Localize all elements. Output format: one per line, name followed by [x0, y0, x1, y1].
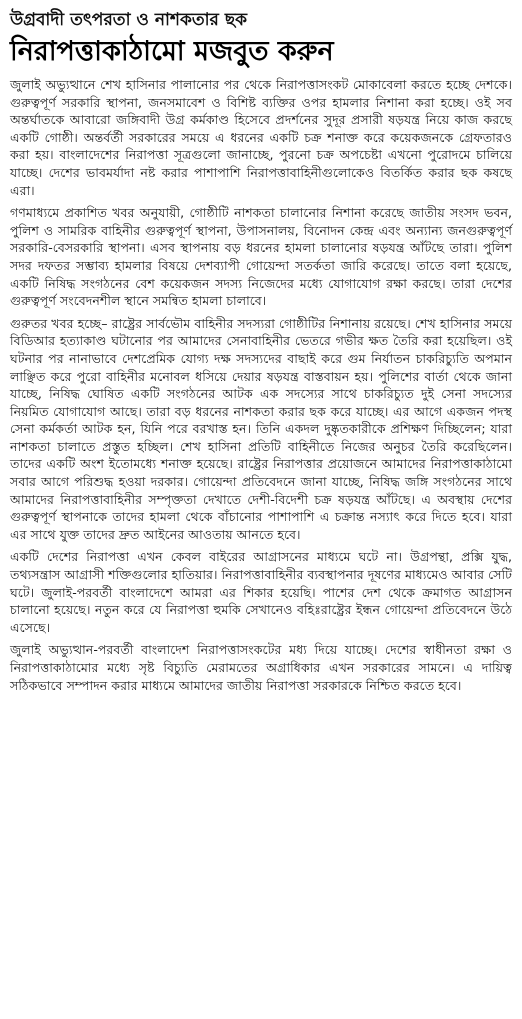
- article-paragraph: জুলাই অভ্যুত্থান-পরবর্তী বাংলাদেশ নিরাপত্তাসংকটের মধ্য দিয়ে যাচ্ছে। দেশের স্বাধীনতা রক্ষা ও নিরাপত্তাকাঠামোর মধ্যে সৃষ্ট বিচ্যুতি মেরামতের অগ্রাধিকার এখন সরকারের সামনে। এ দায়িত্ব সঠিকভাবে সম্পাদন করার মাধ্যমে আমাদের জাতীয় নিরাপত্তা সরকারকে নিশ্চিত করতে হবে।: [10, 642, 512, 693]
- headline-kicker: উগ্রবাদী তৎপরতা ও নাশকতার ছক: [10, 10, 248, 30]
- article-paragraph: গণমাধ্যমে প্রকাশিত খবর অনুযায়ী, গোষ্ঠীটি নাশকতা চালানোর নিশানা করেছে জাতীয় সংসদ ভবন, পুলিশ ও সামরিক বাহিনীর গুরুত্বপূর্ণ স্থাপনা, উপাসনালয়, বিনোদন কেন্দ্র এবং অন্যান্য জনগুরুত্বপূর্ণ সরকারি-বেসরকারি স্থাপনা। এসব স্থাপনায় বড় ধরনের হামলা চালানোর ষড়যন্ত্র আঁটছে তারা। পুলিশ সদর দফতর সম্ভাব্য হামলার বিষয়ে দেশব্যাপী গোয়েন্দা সতর্কতা জারি করেছে। তাতে বলা হয়েছে, একটি নিষিদ্ধ সংগঠনের বেশ কয়েকজন সদস্য নিজেদের মধ্যে যোগাযোগ রক্ষা করছে। তারা দেশের গুরুত্বপূর্ণ সংবেদনশীল স্থানে সমন্বিত হামলা চালাবে।: [10, 205, 512, 309]
- headline: নিরাপত্তাকাঠামো মজবুত করুন: [10, 36, 334, 67]
- article-body: [10, 76, 512, 694]
- article-paragraph: গুরুতর খবর হচ্ছে– রাষ্ট্রের সার্বভৌম বাহিনীর সদস্যরা গোষ্ঠীটির নিশানায় রয়েছে। শেখ হাসিনার সময়ে বিডিআর হত্যাকাণ্ড ঘটানোর পর আমাদের সেনাবাহিনীর ভেতরে গভীর ক্ষত তৈরি করা হয়েছিল। ওই ঘটনার পর নানাভাবে দেশপ্রেমিক যোগ্য দক্ষ সদস্যদের বাছাই করে গুম নির্যাতন চাকরিচ্যুতি অপমান লাঞ্ছিত করে পুরো বাহিনীর মনোবল ধসিয়ে দেয়ার ষড়যন্ত্র বাস্তবায়ন হয়। পুলিশের বার্তা থেকে জানা যাচ্ছে, নিষিদ্ধ ঘোষিত একটি সংগঠনের আটক এক সদস্যের সাথে চাকরিচ্যুত দুই সেনা সদস্যের নিয়মিত যোগাযোগ আছে। তারা বড় ধরনের নাশকতা করার ছক করে যাচ্ছে। এর আগে একজন পদস্থ সেনা কর্মকর্তা আটক হন, যিনি পরে বরখাস্ত হন। তিনি একদল দুষ্কৃতকারীকে প্রশিক্ষণ দিচ্ছিলেন; যারা নাশকতা চালাতে প্রস্তুত হচ্ছিল। শেখ হাসিনা প্রতিটি বাহিনীতে নিজের অনুচর তৈরি করেছিলেন। তাদের একটি অংশ ইতোমধ্যে শনাক্ত হয়েছে। রাষ্ট্রের নিরাপত্তার প্রয়োজনে আমাদের নিরাপত্তাকাঠামো সবার আগে পরিশুদ্ধ হওয়া দরকার। গোয়েন্দা প্রতিবেদনে জানা যাচ্ছে, নিষিদ্ধ জঙ্গি সংগঠনের সাথে আমাদের নিরাপত্তাবাহিনীর সম্পৃক্ততা দেখাতে দেশী-বিদেশী চক্র ষড়যন্ত্র আঁটছে। এ অবস্থায় দেশের গুরুত্বপূর্ণ স্থাপনাকে তাদের হামলা থেকে বাঁচানোর পাশাপাশি এ চক্রান্ত নস্যাৎ করে দিতে হবে। যারা এর সাথে যুক্ত তাদের দ্রুত আইনের আওতায় আনতে হবে।: [10, 315, 512, 542]
- article-paragraph: জুলাই অভ্যুত্থানে শেখ হাসিনার পালানোর পর থেকে নিরাপত্তাসংকট মোকাবেলা করতে হচ্ছে দেশকে। গুরুত্বপূর্ণ সরকারি স্থাপনা, জনসমাবেশ ও বিশিষ্ট ব্যক্তির ওপর হামলার নিশানা করা হচ্ছে। ওই সব অন্তর্ঘাতকে আবারো জঙ্গিবাদী উগ্র কর্মকাণ্ড হিসেবে প্রদর্শনের সুদূর প্রসারী ষড়যন্ত্র নিয়ে কাজ করছে একটি গোষ্ঠী। অন্তর্বর্তী সরকারের সময়ে এ ধরনের একটি চক্র শনাক্ত করে কয়েকজনকে গ্রেফতারও করা হয়। বাংলাদেশের নিরাপত্তা সূত্রগুলো জানাচ্ছে, পুরনো চক্র অপচেষ্টা এখনো পুরোদমে চালিয়ে যাচ্ছে। দেশের ভাবমর্যাদা নষ্ট করার পাশাপাশি নিরাপত্তাবাহিনীগুলোকেও বিতর্কিত করার ছক কষছে এরা।: [10, 77, 512, 198]
- article-paragraph: একটি দেশের নিরাপত্তা এখন কেবল বাইরের আগ্রাসনের মাধ্যমে ঘটে না। উগ্রপন্থা, প্রক্সি যুদ্ধ, তথ্যসন্ত্রাস আগ্রাসী শক্তিগুলোর হাতিয়ার। নিরাপত্তাবাহিনীর ব্যবস্থাপনার দূষণের মাধ্যমেও আবার সেটি ঘটে। জুলাই-পরবর্তী বাংলাদেশে আমরা এর শিকার হয়েছি। পাশের দেশ থেকে ক্রমাগত আগ্রাসন চালানো হয়েছে। নতুন করে যে নিরাপত্তা হুমকি সেখানেও বহিঃরাষ্ট্রের ইন্ধন গোয়েন্দা প্রতিবেদনে উঠে এসেছে।: [10, 549, 512, 635]
